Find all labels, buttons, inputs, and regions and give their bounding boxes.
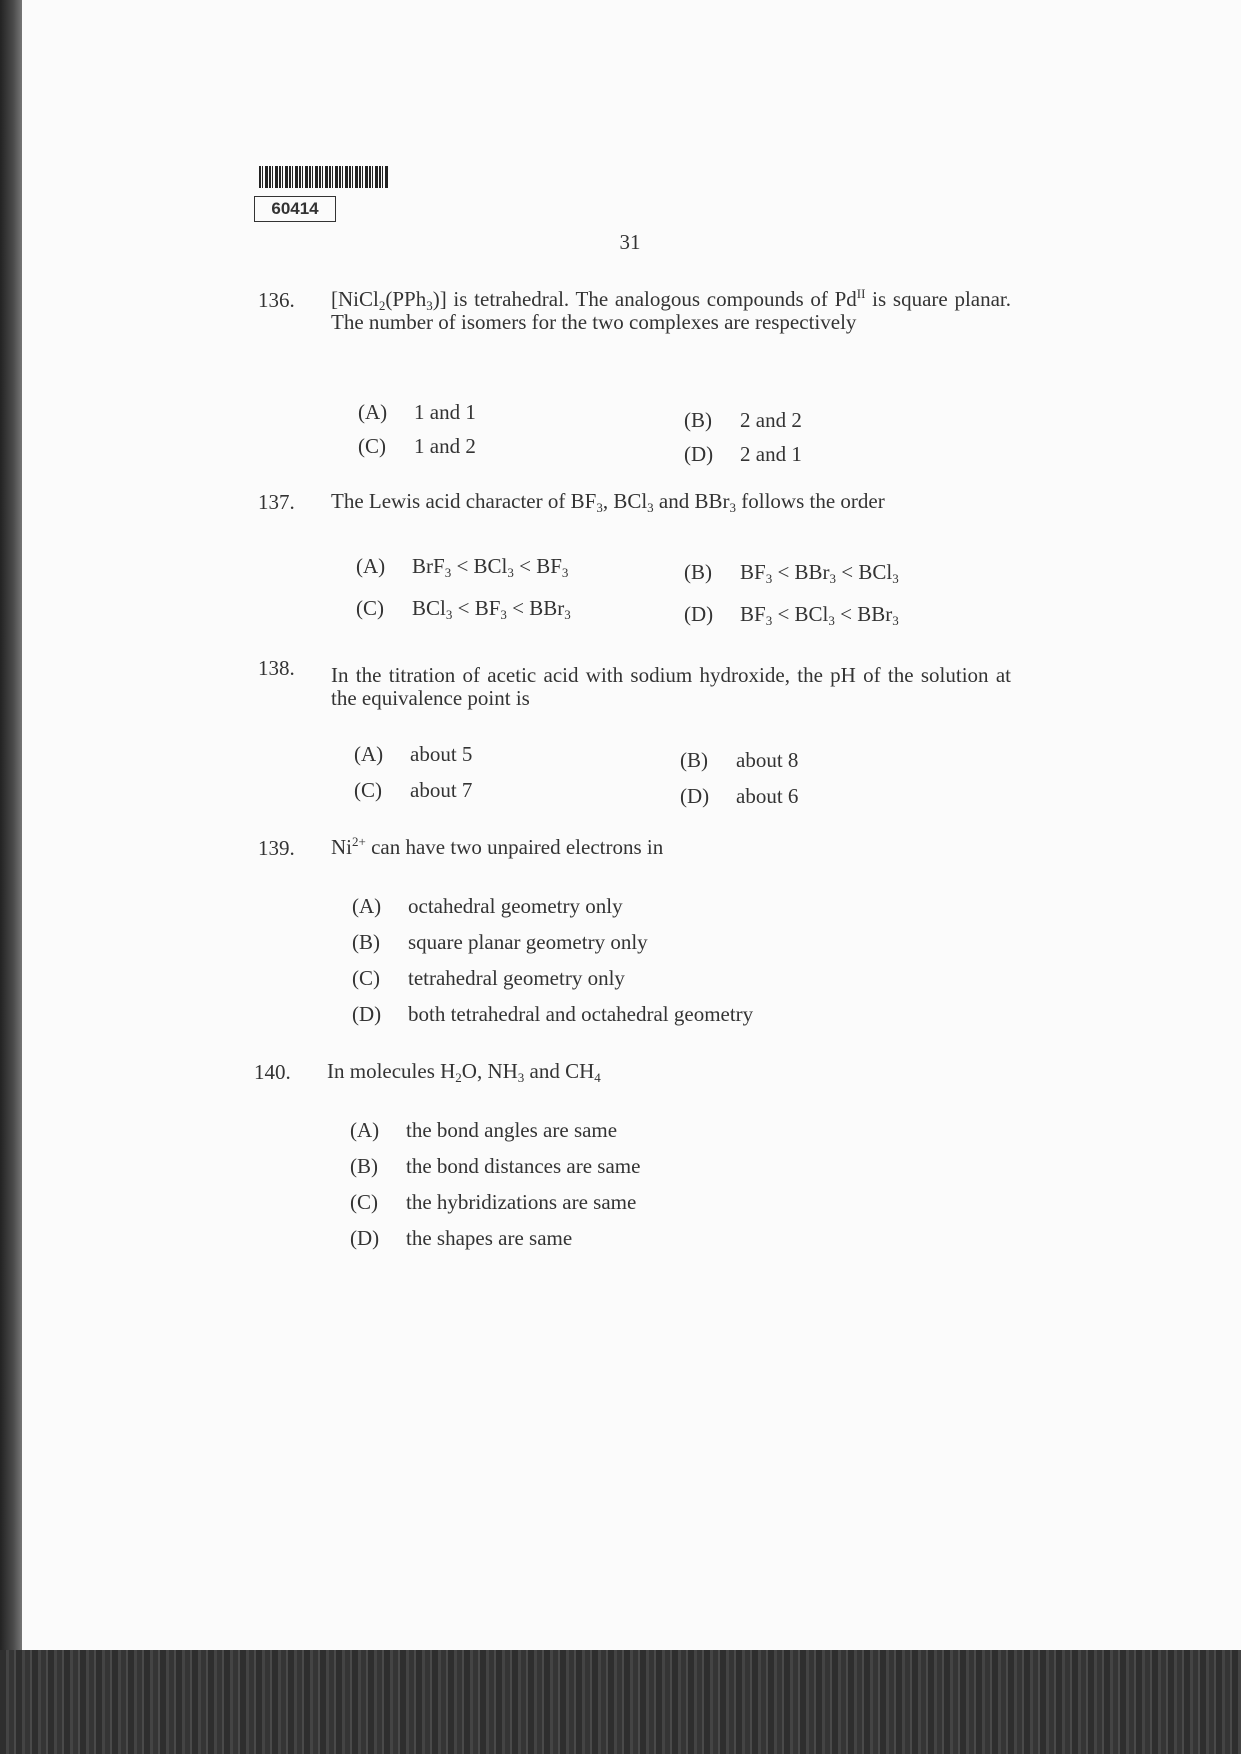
option-137-d: (D) $BF_3 < BCl_3 < BBr_3$ (684, 602, 899, 628)
scan-left-edge (0, 0, 22, 1650)
scan-bottom-strip (0, 1650, 1241, 1754)
question-text: In the titration of acetic acid with sodium hydroxide, the pH of the solution at the equivalence point is (331, 663, 1011, 710)
question-number: 137. (258, 490, 295, 514)
option-136-b: (B) 2 and 2 (684, 408, 802, 432)
option-138-c: (C) about 7 (354, 778, 473, 802)
question-text: In molecules $H_2O$, $NH_3$ and $CH_4$ (327, 1059, 601, 1085)
option-139-b: (B) square planar geometry only (352, 930, 648, 954)
option-140-b: (B) the bond distances are same (350, 1154, 641, 1178)
option-136-a: (A) 1 and 1 (358, 400, 476, 424)
question-text: [NiCl$_2$(PPh$_3$)] is tetrahedral. The analogous compounds of $Pd^{II}$ is square planar. The number of isomers for the two complexes are respectively (331, 286, 1012, 334)
option-140-d: (D) the shapes are same (350, 1226, 573, 1250)
paper-code: 60414 (254, 196, 336, 222)
option-137-b: (B) $BF_3 < BBr_3 < BCl_3$ (684, 560, 899, 586)
option-136-c: (C) 1 and 2 (358, 434, 476, 458)
option-139-a: (A) octahedral geometry only (352, 894, 623, 918)
option-140-c: (C) the hybridizations are same (350, 1190, 637, 1214)
option-137-a: (A) $BrF_3 < BCl_3 < BF_3$ (356, 554, 569, 580)
option-138-b: (B) about 8 (680, 748, 799, 772)
option-139-c: (C) tetrahedral geometry only (352, 966, 625, 990)
question-number: 140. (254, 1060, 291, 1084)
barcode-icon (259, 166, 389, 188)
option-139-d: (D) both tetrahedral and octahedral geometry (352, 1002, 754, 1026)
question-number: 139. (258, 836, 295, 860)
option-136-d: (D) 2 and 1 (684, 442, 802, 466)
question-number: 138. (258, 656, 295, 680)
option-138-d: (D) about 6 (680, 784, 799, 808)
option-138-a: (A) about 5 (354, 742, 473, 766)
page-number: 31 (619, 230, 641, 254)
option-137-c: (C) $BCl_3 < BF_3 < BBr_3$ (356, 596, 571, 622)
question-text: The Lewis acid character of $BF_3$, BCl$_3$ and BBr$_3$ follows the order (331, 489, 885, 515)
question-number: 136. (258, 288, 295, 312)
question-text: $Ni^{2+}$ can have two unpaired electrons in (331, 834, 664, 859)
option-140-a: (A) the bond angles are same (350, 1118, 618, 1142)
